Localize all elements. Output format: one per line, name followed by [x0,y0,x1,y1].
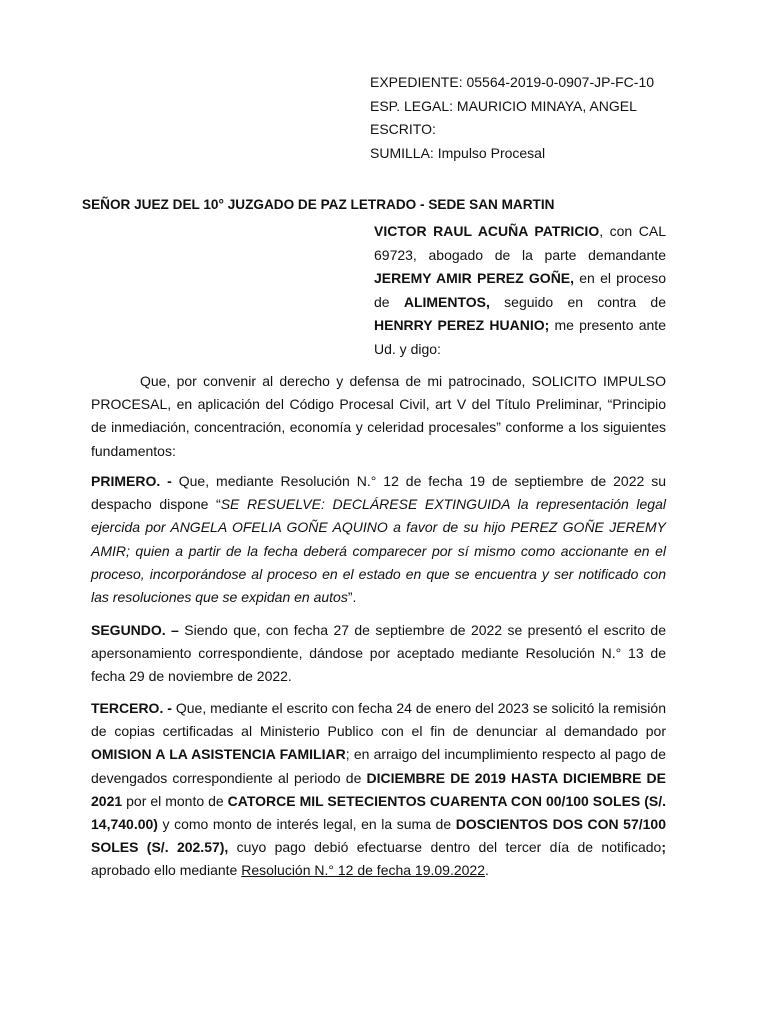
process-type: ALIMENTOS, [403,293,490,310]
lawyer-name: VICTOR RAUL ACUÑA PATRICIO [374,223,600,239]
amount-principal: CATORCE MIL SETECIENTOS CUARENTA CON 00/100 SOLES (S/. 14,740.00) [91,792,666,833]
period: DICIEMBRE DE 2019 HASTA DICIEMBRE DE 2021 [91,769,666,809]
addressee: SEÑOR JUEZ DEL 10° JUZGADO DE PAZ LETRADO - SEDE SAN MARTIN [82,197,555,212]
intro-paragraph: VICTOR RAUL ACUÑA PATRICIO, con CAL 69723, abogado de la parte demandante JEREMY AMIR PEREZ GOÑE, en el proceso de ALIMENTOS, seguido en contra de HENRRY PEREZ HUANIO; me presento ante Ud. y digo: [374,223,666,357]
amount-interest: DOSCIENTOS DOS CON 57/100 SOLES (S/. 202.57), [91,816,666,856]
primero-label: PRIMERO. - [91,473,172,489]
primero-paragraph: PRIMERO. - Que, mediante Resolución N.° 12 de fecha 19 de septiembre de 2022 su despacho dispone “SE RESUELVE: DECLÁRESE EXTINGUIDA la representación legal ejercida por ANGELA OFELIA GOÑE AQUINO a favor de su hijo PEREZ GOÑE JEREMY AMIR; quien a partir de la fecha deberá comparecer por sí mismo como accionante en el proceso, incorporándose al proceso en el estado en que se encuentra y ser notificado con las resoluciones que se expidan en autos”. [91,473,667,606]
segundo-label: SEGUNDO. – [91,622,179,638]
case-header [370,71,760,165]
tercero-label: TERCERO. - [91,700,172,716]
defendant-name: HENRRY PEREZ HUANIO; [374,317,550,333]
escrito-line: ESCRITO: [370,121,436,137]
resolution-reference: Resolución N.° 12 de fecha 19.09.2022 [241,862,486,879]
offense-name: OMISION A LA ASISTENCIA FAMILIAR [91,746,346,763]
resolution-quote: SE RESUELVE: DECLÁRESE EXTINGUIDA la representación legal ejercida por ANGELA OFELIA GOÑE AQUINO a favor de su hijo PEREZ GOÑE JEREMY AMIR; quien a partir de la fecha deberá comparecer por sí mismo como accionante en el proceso, incorporándose al proceso en el estado en que se encuentra y ser notificado con las resoluciones que se expidan en autos [91,496,666,606]
sumilla-line: SUMILLA: Impulso Procesal [370,144,546,161]
expediente-line: EXPEDIENTE: 05564-2019-0-0907-JP-FC-10 [370,74,655,90]
segundo-paragraph: SEGUNDO. – Siendo que, con fecha 27 de septiembre de 2022 se presentó el escrito de apersonamiento correspondiente, dándose por aceptado mediante Resolución N.° 13 de fecha 29 de noviembre de 2022. [91,622,666,685]
especialista-line: ESP. LEGAL: MAURICIO MINAYA, ANGEL [370,97,637,114]
plaintiff-name: JEREMY AMIR PEREZ GOÑE, [374,270,575,286]
opening-paragraph: Que, por convenir al derecho y defensa de mi patrocinado, SOLICITO IMPULSO PROCESAL, en aplicación del Código Procesal Civil, art V del Título Preliminar, “Principio de inmediación, concentración, economía y celeridad procesales” conforme a los siguientes fundamentos: [91,373,666,459]
tercero-paragraph: TERCERO. - Que, mediante el escrito con fecha 24 de enero del 2023 se solicitó la remisión de copias certificadas al Ministerio Publico con el fin de denunciar al demandado por OMISION A LA ASISTENCIA FAMILIAR; en arraigo del incumplimiento respecto al pago de devengados correspondiente al periodo de DICIEMBRE DE 2019 HASTA DICIEMBRE DE 2021 por el monto de CATORCE MIL SETECIENTOS CUARENTA CON 00/100 SOLES (S/. 14,740.00) y como monto de interés legal, en la suma de DOSCIENTOS DOS CON 57/100 SOLES (S/. 202.57), cuyo pago debió efectuarse dentro del tercer día de notificado; aprobado ello mediante Resolución N.° 12 de fecha 19.09.2022. [91,700,667,879]
